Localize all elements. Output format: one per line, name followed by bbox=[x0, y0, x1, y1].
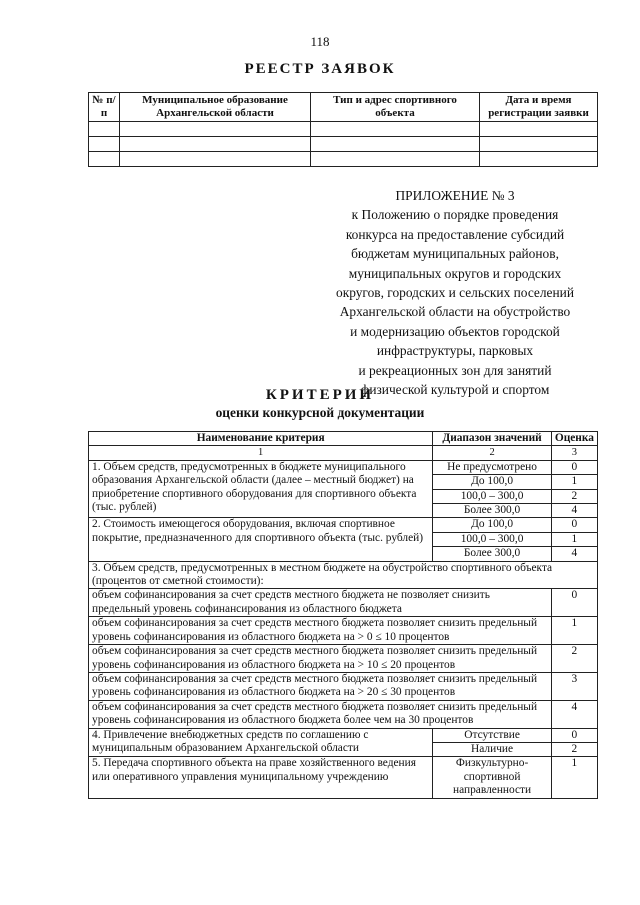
criterion-3-name: 3. Объем средств, предусмотренных в местном бюджете на обустройство спортивного объекта (процентов от сметной стоимости): bbox=[89, 561, 598, 589]
grade-value: 2 bbox=[551, 742, 597, 756]
criterion-5-name: 5. Передача спортивного объекта на праве хозяйственного ведения или оперативного управления муниципальному учреждению bbox=[89, 757, 433, 798]
registry-table bbox=[88, 92, 598, 167]
appendix-line: Архангельской области на обустройство bbox=[339, 304, 571, 320]
registry-cell bbox=[311, 137, 480, 152]
value-range: До 100,0 bbox=[433, 518, 551, 532]
registry-cell bbox=[311, 122, 480, 137]
criterion-5-row bbox=[89, 757, 598, 798]
column-number: 3 bbox=[551, 446, 597, 460]
criterion-3-option: объем софинансирования за счет средств местного бюджета позволяет снизить предельный уровень софинансирования из областного бюджета на > 0 ≤ 10 процентов bbox=[89, 617, 552, 645]
appendix-line: округов, городских и сельских поселений bbox=[336, 285, 574, 301]
registry-cell bbox=[311, 152, 480, 167]
registry-cell bbox=[480, 152, 598, 167]
registry-empty-row bbox=[89, 122, 598, 137]
appendix-line: конкурса на предоставление субсидий bbox=[345, 226, 565, 242]
criterion-3-row bbox=[89, 672, 598, 700]
registry-cell bbox=[120, 152, 311, 167]
grade-value: 3 bbox=[551, 672, 597, 700]
criterion-2-name: 2. Стоимость имеющегося оборудования, включая спортивное покрытие, предназначенного для спортивного объекта (тыс. рублей) bbox=[89, 518, 433, 561]
appendix-line: к Положению о порядке проведения bbox=[351, 207, 559, 223]
grade-value: 1 bbox=[551, 757, 597, 798]
appendix-line: бюджетам муниципальных районов, bbox=[351, 246, 559, 262]
criterion-3-option: объем софинансирования за счет средств местного бюджета не позволяет снизить предельный уровень софинансирования из областного бюджета bbox=[89, 589, 552, 617]
grade-value: 0 bbox=[551, 460, 597, 474]
numbering-row bbox=[89, 446, 598, 460]
header-value-range: Диапазон значений bbox=[433, 432, 551, 446]
grade-value: 0 bbox=[551, 518, 597, 532]
value-range: Более 300,0 bbox=[433, 547, 551, 561]
criterion-1-name: 1. Объем средств, предусмотренных в бюджете муниципального образования Архангельской области (далее – местный бюджет) на приобретение спортивного оборудования для спортивного объекта (тыс. рублей) bbox=[89, 460, 433, 518]
criterion-3-heading-row bbox=[89, 561, 598, 589]
criterion-4-name: 4. Привлечение внебюджетных средств по соглашению с муниципальным образованием Архангельской области bbox=[89, 728, 433, 757]
value-range: Более 300,0 bbox=[433, 504, 551, 518]
grade-value: 2 bbox=[551, 489, 597, 503]
registry-header-municipality: Муниципальное образование Архангельской области bbox=[120, 93, 311, 122]
registry-cell bbox=[89, 122, 120, 137]
value-range: Наличие bbox=[433, 742, 551, 756]
criterion-2-row bbox=[89, 518, 598, 532]
criterion-3-row bbox=[89, 645, 598, 673]
value-range: До 100,0 bbox=[433, 475, 551, 489]
grade-value: 4 bbox=[551, 700, 597, 728]
page-number: 118 bbox=[310, 34, 330, 49]
criterion-1-row bbox=[89, 460, 598, 474]
criterion-3-option: объем софинансирования за счет средств местного бюджета позволяет снизить предельный уровень софинансирования из областного бюджета на > 20 ≤ 30 процентов bbox=[89, 672, 552, 700]
criterion-3-option: объем софинансирования за счет средств местного бюджета позволяет снизить предельный уровень софинансирования из областного бюджета на > 10 ≤ 20 процентов bbox=[89, 645, 552, 673]
criterion-4-row bbox=[89, 728, 598, 742]
criteria-subtitle: оценки конкурсной документации bbox=[215, 405, 425, 420]
value-range: 100,0 – 300,0 bbox=[433, 532, 551, 546]
appendix-block bbox=[310, 186, 600, 399]
value-range: 100,0 – 300,0 bbox=[433, 489, 551, 503]
grade-value: 1 bbox=[551, 532, 597, 546]
grade-value: 0 bbox=[551, 589, 597, 617]
registry-cell bbox=[120, 137, 311, 152]
value-range: Не предусмотрено bbox=[433, 460, 551, 474]
registry-header-number: № п/п bbox=[89, 93, 120, 122]
registry-header-row bbox=[89, 93, 598, 122]
criterion-3-row bbox=[89, 617, 598, 645]
criteria-table bbox=[88, 431, 598, 799]
criterion-3-row bbox=[89, 589, 598, 617]
registry-cell bbox=[89, 137, 120, 152]
appendix-line: и рекреационных зон для занятий bbox=[358, 362, 552, 378]
registry-header-object: Тип и адрес спортивного объекта bbox=[311, 93, 480, 122]
registry-empty-row bbox=[89, 137, 598, 152]
appendix-line: муниципальных округов и городских bbox=[348, 265, 562, 281]
grade-value: 2 bbox=[551, 645, 597, 673]
header-grade: Оценка bbox=[551, 432, 597, 446]
value-range: Отсутствие bbox=[433, 728, 551, 742]
appendix-line: физической культурой и спортом bbox=[360, 382, 550, 398]
grade-value: 4 bbox=[551, 547, 597, 561]
registry-cell bbox=[480, 137, 598, 152]
criterion-3-option: объем софинансирования за счет средств местного бюджета позволяет снизить предельный уровень софинансирования из областного бюджета более чем на 30 процентов bbox=[89, 700, 552, 728]
registry-cell bbox=[120, 122, 311, 137]
criteria-title: КРИТЕРИИ bbox=[265, 387, 375, 403]
grade-value: 1 bbox=[551, 617, 597, 645]
registry-header-date: Дата и время регистрации заявки bbox=[480, 93, 598, 122]
appendix-line: инфраструктуры, парковых bbox=[376, 343, 534, 359]
column-number: 2 bbox=[433, 446, 551, 460]
value-range: Физкультурно-спортивной направленности bbox=[433, 757, 551, 798]
grade-value: 0 bbox=[551, 728, 597, 742]
appendix-line: и модернизацию объектов городской bbox=[350, 323, 560, 339]
column-number: 1 bbox=[89, 446, 433, 460]
registry-cell bbox=[89, 152, 120, 167]
appendix-line: ПРИЛОЖЕНИЕ № 3 bbox=[395, 188, 515, 203]
criterion-3-row bbox=[89, 700, 598, 728]
grade-value: 4 bbox=[551, 504, 597, 518]
criteria-header-row bbox=[89, 432, 598, 446]
grade-value: 1 bbox=[551, 475, 597, 489]
registry-empty-row bbox=[89, 152, 598, 167]
registry-title: РЕЕСТР ЗАЯВОК bbox=[244, 61, 396, 77]
header-criterion-name: Наименование критерия bbox=[89, 432, 433, 446]
registry-cell bbox=[480, 122, 598, 137]
